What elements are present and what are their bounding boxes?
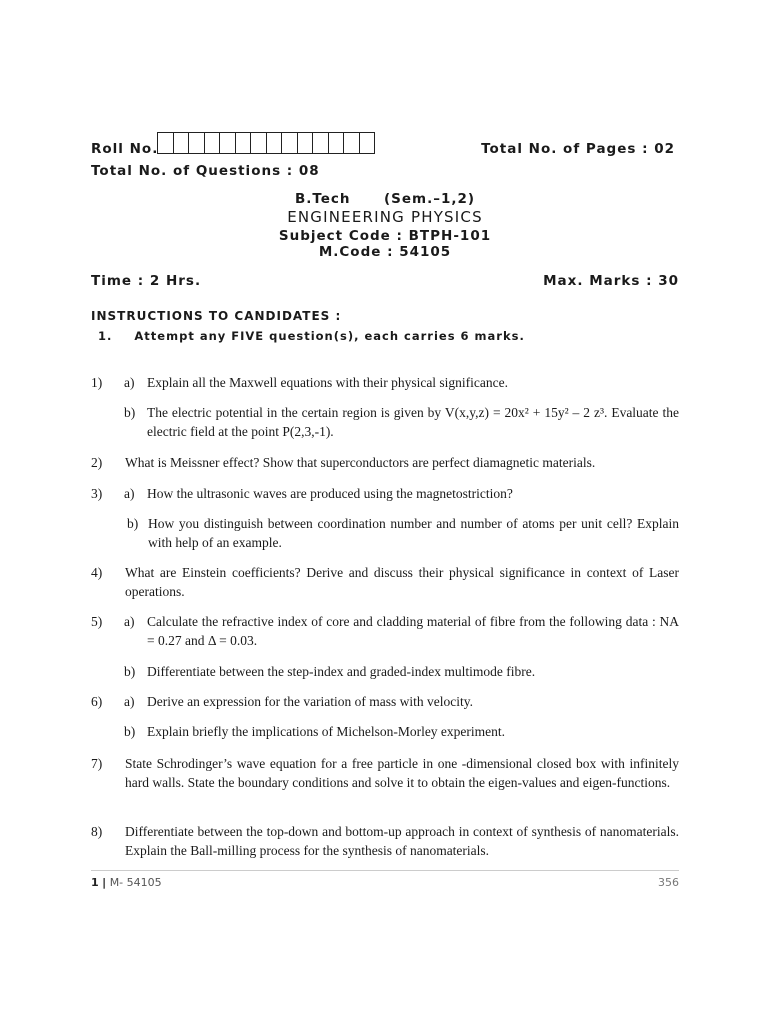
- subject-code: Subject Code : BTPH-101: [278, 228, 492, 244]
- question-1: 1) a) Explain all the Maxwell equations with their physical significance.: [91, 373, 679, 392]
- question-1b: b) The electric potential in the certain region is given by V(x,y,z) = 20x² + 15y² – 2 z³. Evaluate the electric field at the point P(2,3,-1).: [124, 405, 679, 439]
- instructions-title: INSTRUCTIONS TO CANDIDATES :: [91, 309, 342, 323]
- m-code: M.Code : 54105: [318, 244, 452, 260]
- course-line: [91, 191, 679, 207]
- roll-number-boxes: [157, 132, 375, 154]
- question-text: How the ultrasonic waves are produced using the magnetostriction?: [147, 486, 513, 501]
- max-marks: Max. Marks : 30: [543, 273, 679, 289]
- question-text: Derive an expression for the variation of mass with velocity.: [147, 694, 474, 709]
- question-5b: b) Differentiate between the step-index and graded-index multimode fibre.: [91, 662, 679, 681]
- question-text: Explain all the Maxwell equations with their physical significance.: [147, 375, 509, 390]
- page-number: 1: [91, 876, 99, 889]
- footer-code: M- 54105: [109, 876, 162, 889]
- time-marks-row: [91, 273, 679, 289]
- question-7: 7) State Schrodinger’s wave equation for a free particle in one -dimensional closed box with infinitely hard walls. State the boundary conditions and solve it to obtain the eigen-values and eigen-functions.: [91, 756, 679, 790]
- question-6: 6) a) Derive an expression for the variation of mass with velocity.: [91, 692, 679, 711]
- footer-divider: [91, 870, 679, 871]
- question-3: 3) a) How the ultrasonic waves are produced using the magnetostriction?: [91, 484, 679, 503]
- question-2: 2) What is Meissner effect? Show that superconductors are perfect diamagnetic materials.: [91, 453, 679, 472]
- question-text: The electric potential in the certain region is given by V(x,y,z) = 20x² + 15y² – 2 z³. Evaluate the electric field at the point P(2,3,-1).: [147, 405, 679, 439]
- question-text: Differentiate between the step-index and graded-index multimode fibre.: [147, 664, 536, 679]
- footer-separator: |: [102, 876, 107, 889]
- subject-title: ENGINEERING PHYSICS: [287, 208, 483, 226]
- instruction-item: 1. Attempt any FIVE question(s), each carries 6 marks.: [98, 329, 525, 343]
- question-6b: b) Explain briefly the implications of Michelson-Morley experiment.: [91, 722, 679, 741]
- question-4: 4) What are Einstein coefficients? Derive and discuss their physical significance in context of Laser operations.: [91, 565, 679, 599]
- question-3b: b) How you distinguish between coordination number and number of atoms per unit cell? Explain with help of an example.: [127, 516, 679, 550]
- question-text: Differentiate between the top-down and bottom-up approach in context of synthesis of nanomaterials. Explain the Ball-milling process for the synthesis of nanomaterials.: [125, 824, 679, 858]
- course: B.Tech: [294, 191, 351, 207]
- semester: (Sem.–1,2): [383, 191, 476, 207]
- footer-right-number: 356: [658, 876, 679, 889]
- total-questions: Total No. of Questions : 08: [91, 163, 320, 179]
- question-text: State Schrodinger’s wave equation for a free particle in one -dimensional closed box with infinitely hard walls. State the boundary conditions and solve it to obtain the eigen-values and eigen-functions.: [125, 756, 679, 790]
- page-footer: [91, 876, 679, 889]
- time: Time : 2 Hrs.: [91, 273, 202, 289]
- question-text: Calculate the refractive index of core and cladding material of fibre from the following data : NA = 0.27 and Δ = 0.03.: [147, 614, 679, 648]
- question-text: Explain briefly the implications of Michelson-Morley experiment.: [147, 724, 506, 739]
- question-text: What are Einstein coefficients? Derive and discuss their physical significance in context of Laser operations.: [125, 565, 679, 599]
- question-5: 5) a) Calculate the refractive index of core and cladding material of fibre from the following data : NA = 0.27 and Δ = 0.03.: [91, 614, 679, 648]
- total-pages: Total No. of Pages : 02: [481, 141, 675, 157]
- question-8: 8) Differentiate between the top-down and bottom-up approach in context of synthesis of nanomaterials. Explain the Ball-milling process for the synthesis of nanomaterials.: [91, 824, 679, 858]
- roll-no-label: Roll No.: [91, 141, 159, 157]
- question-text: How you distinguish between coordination number and number of atoms per unit cell? Explain with help of an example.: [148, 516, 679, 550]
- question-text: What is Meissner effect? Show that superconductors are perfect diamagnetic materials.: [125, 455, 596, 470]
